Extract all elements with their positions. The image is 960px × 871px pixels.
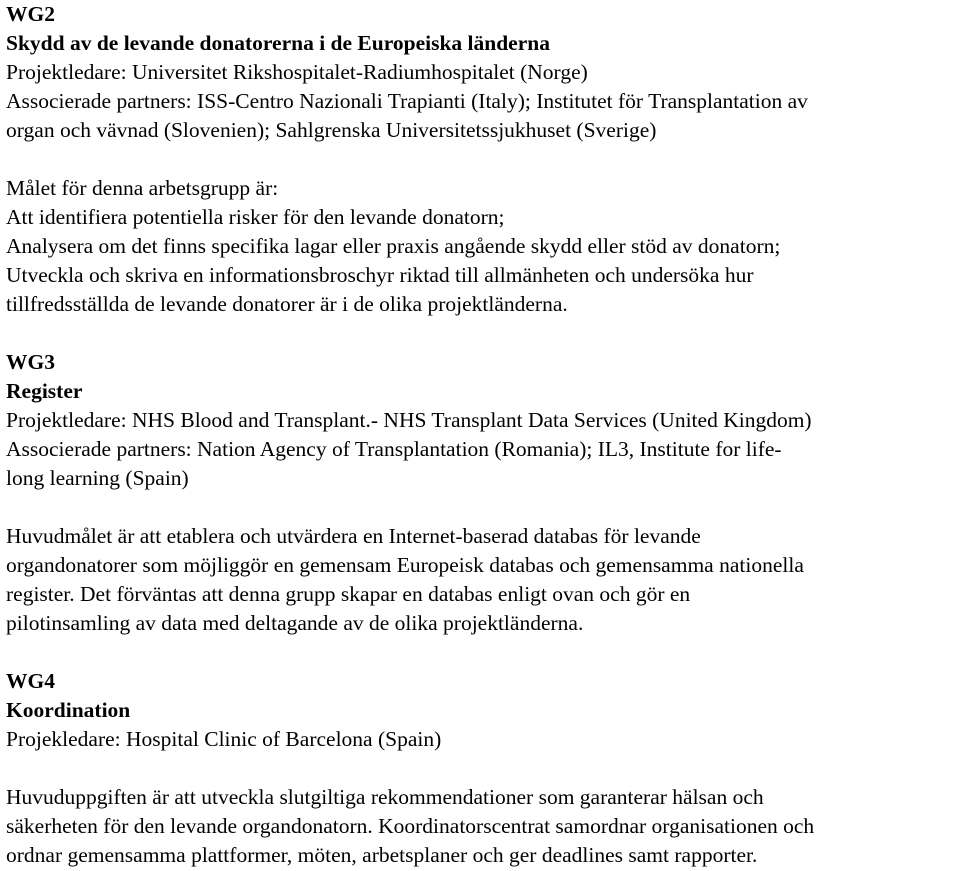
goal-line: Att identifiera potentiella risker för den levande donatorn; — [6, 205, 505, 229]
goal-line: tillfredsställda de levande donatorer är i de olika projektländerna. — [6, 292, 568, 316]
goal-line: Målet för denna arbetsgrupp är: — [6, 176, 279, 200]
section-title: Skydd av de levande donatorerna i de Europeiska länderna — [6, 31, 550, 55]
goal-line: register. Det förväntas att denna grupp skapar en databas enligt ovan och gör en — [6, 582, 691, 606]
goal-line: Huvuduppgiften är att utveckla slutgiltiga rekommendationer som garanterar hälsan och — [6, 785, 764, 809]
partners-line: Associerade partners: ISS-Centro Nazionali Trapianti (Italy); Institutet för Transplantation av — [6, 89, 808, 113]
goal-line: pilotinsamling av data med deltagande av de olika projektländerna. — [6, 611, 584, 635]
section-title: Register — [6, 379, 83, 403]
project-lead: Projektledare: Universitet Rikshospitalet-Radiumhospitalet (Norge) — [6, 60, 588, 84]
goal-line: Huvudmålet är att etablera och utvärdera en Internet-baserad databas för levande — [6, 524, 701, 548]
section-code: WG4 — [6, 669, 55, 693]
goal-line: Utveckla och skriva en informationsbroschyr riktad till allmänheten och undersöka hur — [6, 263, 754, 287]
partners-line: organ och vävnad (Slovenien); Sahlgrenska Universitetssjukhuset (Sverige) — [6, 118, 657, 142]
partners-line: Associerade partners: Nation Agency of Transplantation (Romania); IL3, Institute for life- — [6, 437, 782, 461]
section-title: Koordination — [6, 698, 131, 722]
goal-line: organdonatorer som möjliggör en gemensam Europeisk databas och gemensamma nationella — [6, 553, 804, 577]
goal-line: säkerheten för den levande organdonatorn. Koordinatorscentrat samordnar organisationen och — [6, 814, 815, 838]
project-lead: Projekledare: Hospital Clinic of Barcelona (Spain) — [6, 727, 442, 751]
section-code: WG2 — [6, 2, 55, 26]
partners-line: long learning (Spain) — [6, 466, 189, 490]
project-lead: Projektledare: NHS Blood and Transplant.- NHS Transplant Data Services (United Kingdom) — [6, 408, 812, 432]
section-code: WG3 — [6, 350, 55, 374]
goal-line: ordnar gemensamma plattformer, möten, arbetsplaner och ger deadlines samt rapporter. — [6, 843, 758, 867]
goal-line: Analysera om det finns specifika lagar eller praxis angående skydd eller stöd av donatorn; — [6, 234, 781, 258]
